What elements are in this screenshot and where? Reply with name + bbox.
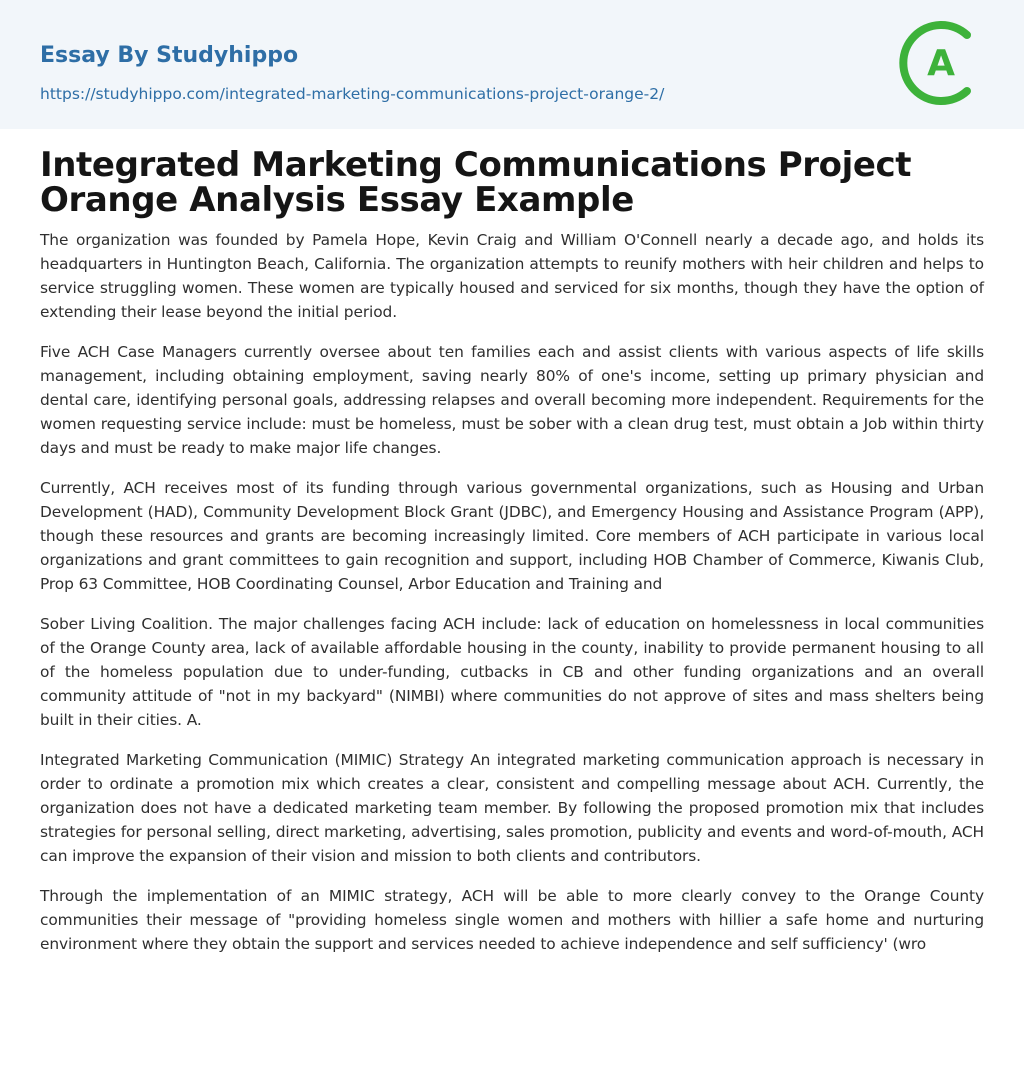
article-body	[40, 228, 984, 972]
studyhippo-logo-icon[interactable]	[898, 18, 988, 108]
paragraph: Integrated Marketing Communication (MIMIC) Strategy An integrated marketing communication approach is necessary in order to ordinate a promotion mix which creates a clear, consistent and compelling message about ACH. Currently, the organization does not have a dedicated marketing team member. By following the proposed promotion mix that includes strategies for personal selling, direct marketing, advertising, sales promotion, publicity and events and word-of-mouth, ACH can improve the expansion of their vision and mission to both clients and contributors.	[40, 751, 984, 865]
logo-letter: A	[927, 43, 955, 84]
paragraph: Currently, ACH receives most of its funding through various governmental organizations, such as Housing and Urban Development (HAD), Community Development Block Grant (JDBC), and Emergency Housing and Assistance Program (APP), though these resources and grants are becoming increasingly limited. Core members of ACH participate in various local organizations and grant committees to gain recognition and support, including HOB Chamber of Commerce, Kiwanis Club, Prop 63 Committee, HOB Coordinating Counsel, Arbor Education and Training and	[40, 479, 984, 593]
paragraph: Through the implementation of an MIMIC strategy, ACH will be able to more clearly convey to the Orange County communities their message of "providing homeless single women and mothers with hillier a safe home and nurturing environment where they obtain the support and services needed to achieve independence and self sufficiency' (wro	[40, 887, 984, 953]
site-header	[0, 0, 1024, 129]
source-url-link[interactable]: https://studyhippo.com/integrated-marketing-communications-project-orange-2/	[40, 85, 665, 103]
page-title: Integrated Marketing Communications Project Orange Analysis Essay Example	[40, 145, 912, 220]
site-brand[interactable]: Essay By Studyhippo	[40, 43, 299, 68]
paragraph: The organization was founded by Pamela Hope, Kevin Craig and William O'Connell nearly a decade ago, and holds its headquarters in Huntington Beach, California. The organization attempts to reunify mothers with heir children and helps to service struggling women. These women are typically housed and serviced for six months, though they have the option of extending their lease beyond the initial period.	[40, 231, 984, 321]
paragraph: Five ACH Case Managers currently oversee about ten families each and assist clients with various aspects of life skills management, including obtaining employment, saving nearly 80% of one's income, setting up primary physician and dental care, identifying personal goals, addressing relapses and overall becoming more independent. Requirements for the women requesting service include: must be homeless, must be sober with a clean drug test, must obtain a Job within thirty days and must be ready to make major life changes.	[40, 343, 984, 457]
paragraph: Sober Living Coalition. The major challenges facing ACH include: lack of education on homelessness in local communities of the Orange County area, lack of available affordable housing in the county, inability to provide permanent housing to all of the homeless population due to under-funding, cutbacks in CB and other funding organizations and an overall community attitude of "not in my backyard" (NIMBI) where communities do not approve of sites and mass shelters being built in their cities. A.	[40, 615, 984, 729]
